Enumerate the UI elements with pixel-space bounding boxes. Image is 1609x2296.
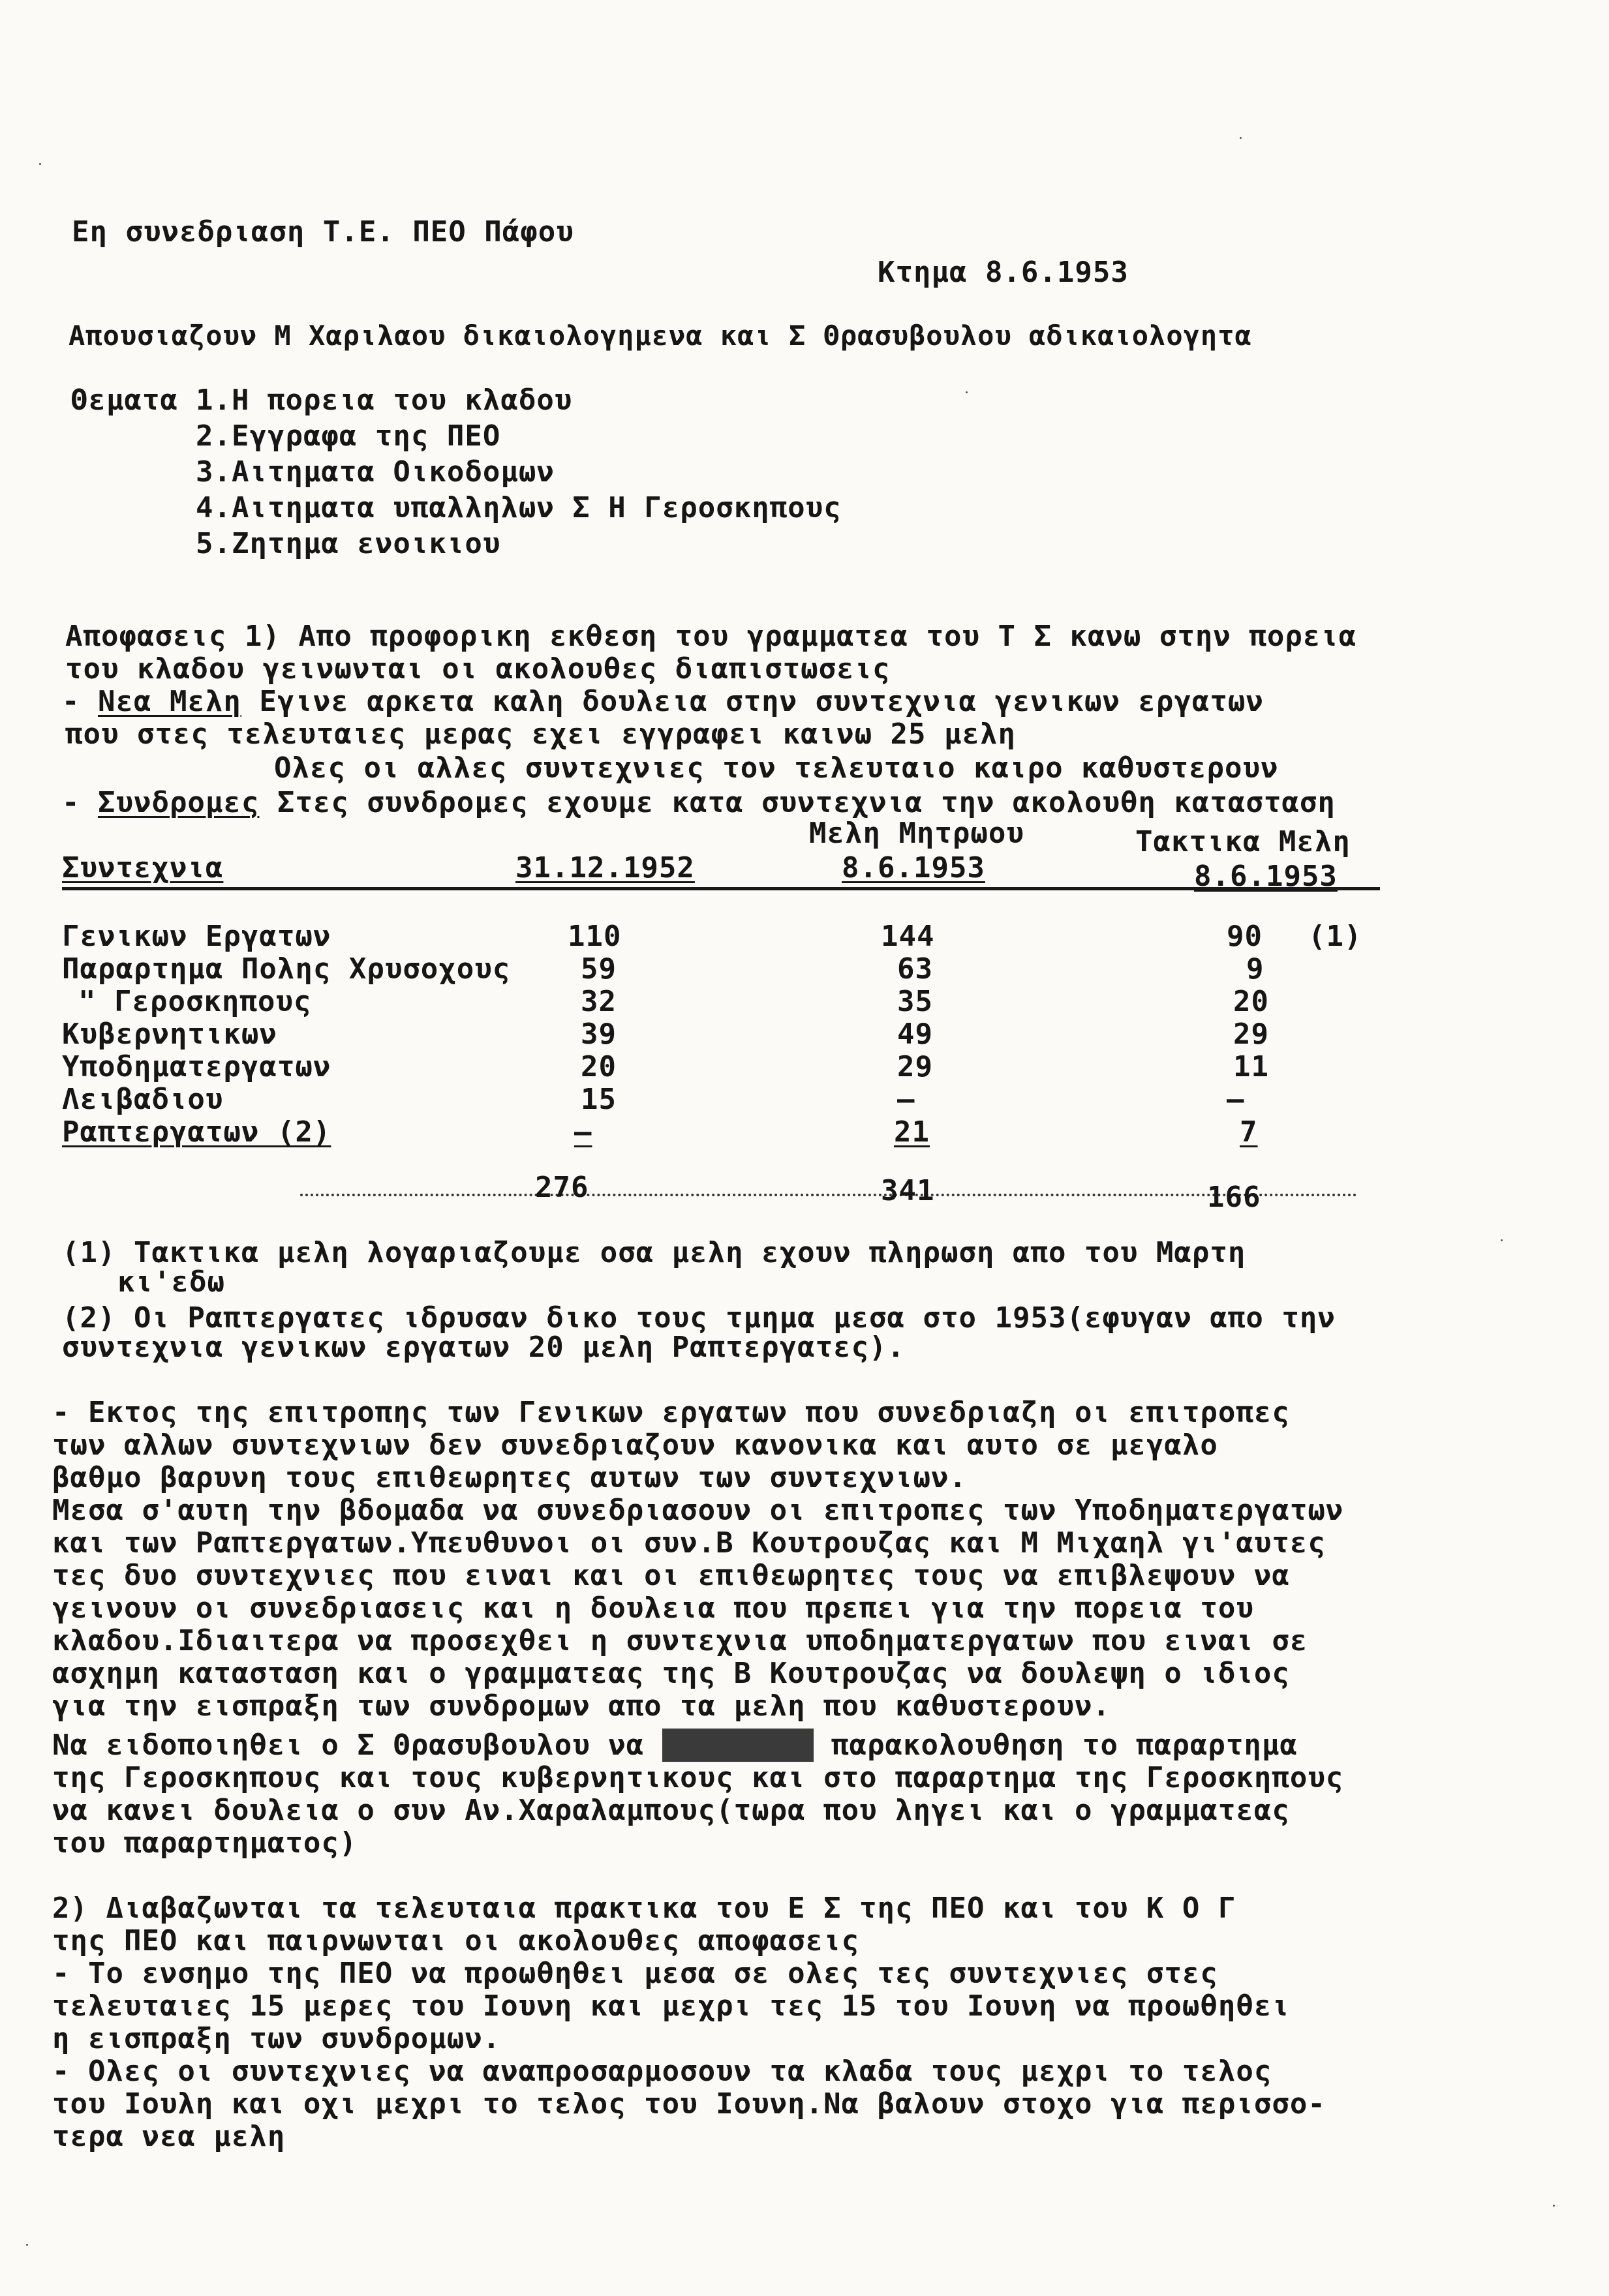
footnote-1: (1) Τακτικα μελη λογαριαζουμε οσα μελη εχουν πληρωση απο του Μαρτη — [62, 1236, 1246, 1269]
subscriptions-line: - Συνδρομες Στες συνδρομες εχουμε κατα συντεχνια την ακολουθη κατασταση — [62, 786, 1336, 819]
body-line: του Ιουλη και οχι μεχρι το τελος του Ιουνη.Να βαλουν στοχο για περισσο- — [52, 2087, 1326, 2121]
footnote-2-cont: συντεχνια γενικων εργατων 20 μελη Ραπτεργατες). — [62, 1331, 906, 1364]
row-value-regular: — — [1227, 1083, 1245, 1116]
scan-speck — [1501, 1239, 1503, 1241]
body-line: τερα νεα μελη — [52, 2120, 286, 2153]
body-line: - Ολες οι συντεχνιες να αναπροσαρμοσουν τα κλαδα τους μεχρι το τελος — [52, 2055, 1272, 2088]
meeting-title: Εη συνεδριαση Τ.Ε. ΠΕΟ Πάφου — [72, 215, 574, 249]
subscriptions-text: Στες συνδρομες εχουμε κατα συντεχνια την ακολουθη κατασταση — [259, 786, 1336, 819]
body-line: η εισπραξη των συνδρομων. — [52, 2022, 501, 2055]
totals-rule — [300, 1194, 1357, 1196]
row-value-registry: 49 — [897, 1018, 933, 1051]
header-group-regular: Τακτικα Μελη — [1135, 825, 1351, 858]
body-line: για την εισπραξη των συνδρομων απο τα μελη που καθυστερουν. — [52, 1689, 1111, 1723]
scan-speck — [39, 163, 41, 165]
body-line: του παραρτηματος) — [52, 1826, 358, 1860]
col-header-union: Συντεχνια — [62, 851, 224, 884]
body-line: ασχημη κατασταση και ο γραμματεας της Β Κουτρουζας να δουλεψη ο ιδιος — [52, 1657, 1290, 1690]
total-1952: 276 — [535, 1171, 589, 1204]
scan-speck — [1553, 2205, 1555, 2207]
row-name: Λειβαδιου — [62, 1083, 224, 1116]
footnote-2: (2) Οι Ραπτεργατες ιδρυσαν δικο τους τμημα μεσα στο 1953(εφυγαν απο την — [62, 1301, 1336, 1335]
new-members-label: Νεα Μελη — [97, 685, 241, 718]
topic-item: 2.Εγγραφα της ΠΕΟ — [196, 419, 501, 453]
col-header-date-1953: 8.6.1953 — [842, 851, 985, 884]
decisions-line: του κλαδου γεινωνται οι ακολουθες διαπιστωσεις — [65, 652, 891, 686]
body-line: γεινουν οι συνεδριασεις και η δουλεια που πρεπει για την πορεια του — [52, 1592, 1254, 1625]
others-line: Ολες οι αλλες συντεχνιες τον τελευταιο καιρο καθυστερουν — [274, 751, 1279, 785]
row-value-1952: 20 — [581, 1050, 617, 1083]
row-name: Γενικων Εργατων — [62, 920, 331, 953]
topic-item: 4.Αιτηματα υπαλληλων Σ Η Γεροσκηπους — [196, 491, 842, 524]
new-members-line2: που στες τελευταιες μερας εχει εγγραφει καινω 25 μελη — [65, 718, 1016, 751]
body-line: και των Ραπτεργατων.Υπευθυνοι οι συν.Β Κουτρουζας και Μ Μιχαηλ γι'αυτες — [52, 1526, 1326, 1560]
table-header-rule — [62, 887, 1380, 890]
row-name: Υποδηματεργατων — [62, 1050, 331, 1083]
row-value-registry: 63 — [897, 952, 933, 986]
row-name: " Γεροσκηπους — [78, 985, 312, 1018]
scan-speck — [966, 391, 968, 393]
row-value-registry: 29 — [897, 1050, 933, 1083]
row-value-1952: 32 — [581, 985, 617, 1018]
row-value-registry: — — [897, 1083, 915, 1116]
row-value-1952: 59 — [581, 952, 617, 986]
total-registry: 341 — [881, 1174, 935, 1207]
row-name: Κυβερνητικων — [62, 1018, 277, 1051]
row-value-registry: 21 — [894, 1115, 930, 1149]
body-line: Μεσα σ'αυτη την βδομαδα να συνεδριασουν οι επιτροπες των Υποδηματεργατων — [52, 1494, 1344, 1527]
row-note: (1) — [1308, 920, 1362, 953]
body-text: Να ειδοποιηθει ο Σ Θρασυβουλου να — [52, 1729, 662, 1762]
row-value-1952: — — [574, 1115, 592, 1149]
total-regular: 166 — [1207, 1181, 1261, 1214]
scan-speck — [1240, 137, 1242, 139]
body-line: των αλλων συντεχνιων δεν συνεδριαζουν κανονικα και αυτο σε μεγαλο — [52, 1428, 1218, 1462]
row-value-regular: 20 — [1233, 985, 1269, 1018]
redacted-word: αναλαβει — [662, 1729, 814, 1762]
body-line: τελευταιες 15 μερες του Ιουνη και μεχρι τες 15 του Ιουνη να προωθηθει — [52, 1989, 1290, 2023]
body-line: τες δυο συντεχνιες που ειναι και οι επιθεωρητες τους να επιβλεψουν να — [52, 1559, 1290, 1592]
footnote-1-cont: κι'εδω — [117, 1265, 225, 1299]
body-line: να κανει δουλεια ο συν Αν.Χαραλαμπους(τωρα που ληγει και ο γραμματεας — [52, 1794, 1290, 1827]
row-value-regular: 9 — [1246, 952, 1264, 986]
decisions-line: Αποφασεις 1) Απο προφορικη εκθεση του γραμματεα του Τ Σ κανω στην πορεια — [65, 620, 1357, 653]
row-name: Ραπτεργατων (2) — [62, 1115, 331, 1149]
subscriptions-label: Συνδρομες — [97, 786, 260, 819]
body-text: παρακολουθηση το παραρτημα — [813, 1729, 1298, 1762]
topic-item: 3.Αιτηματα Οικοδομων — [196, 455, 555, 489]
header-group-registry: Μελη Μητρωου — [809, 817, 1024, 850]
row-value-registry: 144 — [881, 920, 935, 953]
row-value-regular: 29 — [1233, 1018, 1269, 1051]
col-header-date-regular: 8.6.1953 — [1194, 860, 1338, 893]
row-value-1952: 15 — [581, 1083, 617, 1116]
col-header-date-1952: 31.12.1952 — [515, 851, 695, 884]
row-value-regular: 90 — [1227, 920, 1263, 953]
body-line: της ΠΕΟ και παιρνωνται οι ακολουθες αποφασεις — [52, 1924, 860, 1957]
body-line: κλαδου.Ιδιαιτερα να προσεχθει η συντεχνια υποδηματεργατων που ειναι σε — [52, 1624, 1308, 1657]
row-value-1952: 110 — [568, 920, 622, 953]
meeting-date: Κτημα 8.6.1953 — [878, 256, 1129, 289]
row-name: Παραρτημα Πολης Χρυσοχους — [62, 952, 511, 986]
scan-speck — [26, 2244, 28, 2246]
topic-item: 5.Ζητημα ενοικιου — [196, 527, 501, 560]
topics-label: Θεματα — [70, 384, 178, 417]
topic-item: 1.Η πορεια του κλαδου — [196, 384, 573, 417]
absent-line: Απουσιαζουν Μ Χαριλαου δικαιολογημενα και Σ Θρασυβουλου αδικαιολογητα — [69, 320, 1252, 352]
row-value-regular: 11 — [1233, 1050, 1269, 1083]
row-value-registry: 35 — [897, 985, 933, 1018]
new-members-text: Εγινε αρκετα καλη δουλεια στην συντεχνια γενικων εργατων — [241, 685, 1264, 718]
body-line: - Το ενσημο της ΠΕΟ να προωθηθει μεσα σε ολες τες συντεχνιες στες — [52, 1957, 1218, 1990]
new-members-line: - Νεα Μελη Εγινε αρκετα καλη δουλεια στην συντεχνια γενικων εργατων — [62, 685, 1264, 718]
row-value-1952: 39 — [581, 1018, 617, 1051]
body-line — [52, 1729, 1298, 1762]
row-value-regular: 7 — [1240, 1115, 1258, 1149]
body-line: 2) Διαβαζωνται τα τελευταια πρακτικα του Ε Σ της ΠΕΟ και του Κ Ο Γ — [52, 1892, 1236, 1925]
body-line: βαθμο βαρυνη τους επιθεωρητες αυτων των συντεχνιων. — [52, 1461, 968, 1494]
body-line: - Εκτος της επιτροπης των Γενικων εργατων που συνεδριαζη οι επιτροπες — [52, 1396, 1290, 1429]
body-line: της Γεροσκηπους και τους κυβερνητικους και στο παραρτημα της Γεροσκηπους — [52, 1761, 1344, 1794]
